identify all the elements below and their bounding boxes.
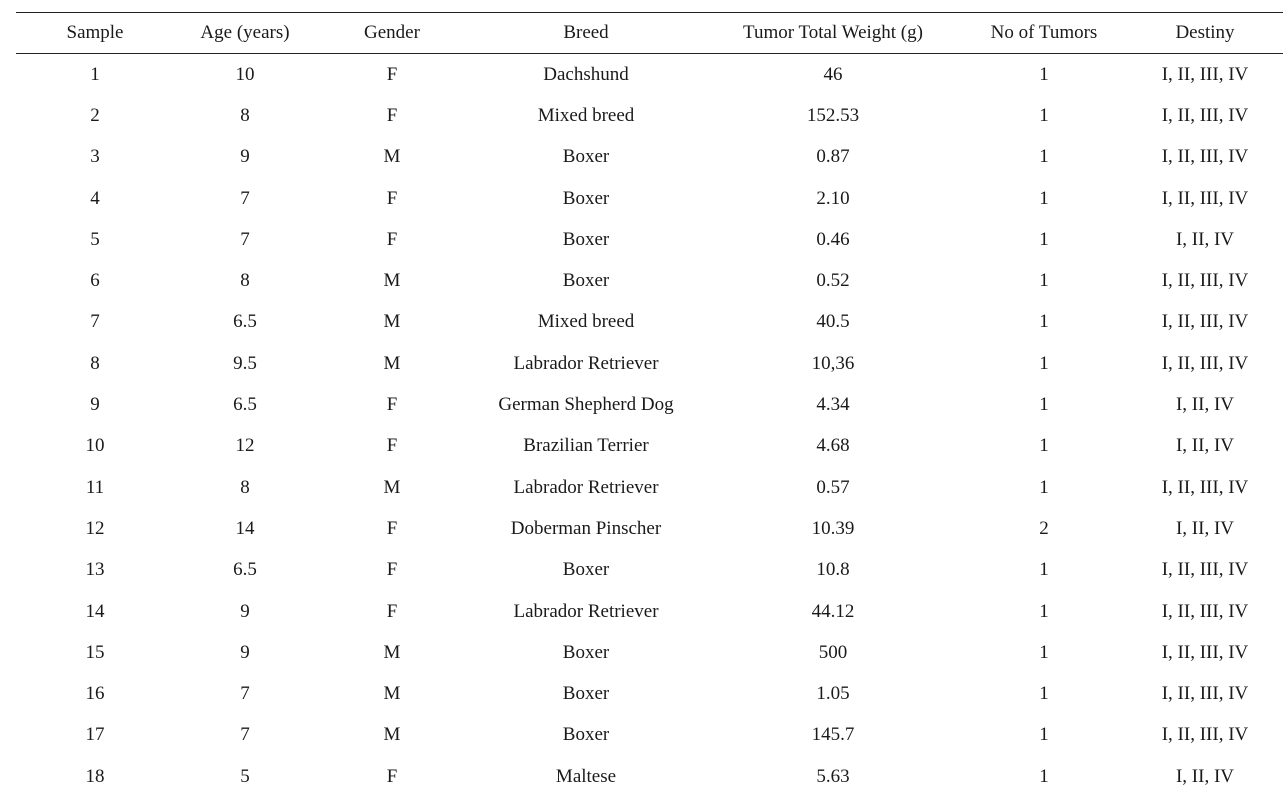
cell-gender: M	[383, 683, 401, 705]
cell-destiny: I, II, III, IV	[1161, 559, 1249, 581]
cell-destiny: I, II, IV	[1175, 435, 1235, 457]
cell-age: 7	[240, 187, 250, 209]
cell-sample: 4	[90, 187, 100, 209]
cell-gender: F	[386, 228, 398, 250]
cell-tumor-weight: 5.63	[816, 765, 850, 787]
table-row	[16, 137, 1283, 178]
cell-age: 8	[240, 104, 250, 126]
table-row	[16, 54, 1283, 96]
cell-destiny: I, II, III, IV	[1161, 724, 1249, 746]
cell-no-of-tumors: 1	[1039, 683, 1049, 705]
table-row	[16, 632, 1283, 673]
cell-breed: Boxer	[562, 270, 610, 292]
cell-destiny: I, II, IV	[1175, 228, 1235, 250]
table-row	[16, 260, 1283, 301]
table-row	[16, 550, 1283, 591]
cell-age: 9	[240, 641, 250, 663]
table-row	[16, 756, 1283, 797]
cell-destiny: I, II, IV	[1175, 394, 1235, 416]
header-tumor-weight: Tumor Total Weight (g)	[743, 22, 923, 43]
cell-sample: 2	[90, 104, 100, 126]
cell-tumor-weight: 0.87	[816, 146, 850, 168]
cell-age: 8	[240, 476, 250, 498]
table-row	[16, 591, 1283, 632]
cell-no-of-tumors: 1	[1039, 641, 1049, 663]
cell-tumor-weight: 145.7	[811, 724, 855, 746]
cell-age: 6.5	[233, 311, 257, 333]
cell-age: 9	[240, 600, 250, 622]
cell-age: 6.5	[233, 394, 257, 416]
cell-gender: M	[383, 311, 401, 333]
cell-destiny: I, II, IV	[1175, 765, 1235, 787]
cell-breed: Boxer	[562, 683, 610, 705]
cell-no-of-tumors: 1	[1039, 765, 1049, 787]
cell-no-of-tumors: 1	[1039, 724, 1049, 746]
table-row	[16, 219, 1283, 260]
cell-age: 7	[240, 228, 250, 250]
cell-breed: Boxer	[562, 187, 610, 209]
cell-sample: 1	[90, 63, 100, 85]
cell-breed: Labrador Retriever	[513, 600, 659, 622]
cell-no-of-tumors: 1	[1039, 104, 1049, 126]
cell-sample: 9	[90, 394, 100, 416]
cell-tumor-weight: 0.46	[816, 228, 850, 250]
cell-sample: 12	[85, 517, 105, 539]
table-header	[16, 13, 1283, 54]
cell-tumor-weight: 40.5	[816, 311, 850, 333]
cell-destiny: I, II, III, IV	[1161, 641, 1249, 663]
cell-age: 6.5	[233, 559, 257, 581]
cell-age: 8	[240, 270, 250, 292]
header-gender: Gender	[364, 22, 420, 43]
cell-tumor-weight: 2.10	[816, 187, 850, 209]
cell-breed: Mixed breed	[537, 104, 635, 126]
cell-breed: Boxer	[562, 228, 610, 250]
cell-breed: Labrador Retriever	[513, 352, 659, 374]
table-row	[16, 715, 1283, 756]
table-row	[16, 673, 1283, 714]
cell-breed: Boxer	[562, 146, 610, 168]
table-row	[16, 467, 1283, 508]
cell-breed: Dachshund	[543, 63, 629, 85]
cell-age: 7	[240, 724, 250, 746]
data-table-container	[16, 12, 1283, 797]
cell-gender: F	[386, 104, 398, 126]
cell-tumor-weight: 0.52	[816, 270, 850, 292]
cell-sample: 17	[85, 724, 105, 746]
cell-sample: 6	[90, 270, 100, 292]
cell-no-of-tumors: 1	[1039, 435, 1049, 457]
cell-no-of-tumors: 1	[1039, 146, 1049, 168]
cell-age: 5	[240, 765, 250, 787]
cell-age: 9.5	[233, 352, 257, 374]
cell-destiny: I, II, IV	[1175, 517, 1235, 539]
cell-no-of-tumors: 1	[1039, 228, 1049, 250]
cell-breed: Boxer	[562, 724, 610, 746]
cell-no-of-tumors: 1	[1039, 311, 1049, 333]
table-row	[16, 508, 1283, 549]
cell-no-of-tumors: 1	[1039, 559, 1049, 581]
cell-gender: F	[386, 394, 398, 416]
cell-sample: 13	[85, 559, 105, 581]
cell-age: 9	[240, 146, 250, 168]
cell-breed: Labrador Retriever	[513, 476, 659, 498]
cell-destiny: I, II, III, IV	[1161, 352, 1249, 374]
cell-sample: 16	[85, 683, 105, 705]
tumor-samples-table	[16, 12, 1283, 797]
cell-no-of-tumors: 1	[1039, 352, 1049, 374]
cell-destiny: I, II, III, IV	[1161, 683, 1249, 705]
table-row	[16, 178, 1283, 219]
cell-gender: F	[386, 559, 398, 581]
cell-age: 10	[235, 63, 255, 85]
cell-sample: 3	[90, 146, 100, 168]
table-body	[16, 54, 1283, 798]
table-row	[16, 426, 1283, 467]
header-no-of-tumors: No of Tumors	[990, 22, 1098, 43]
cell-destiny: I, II, III, IV	[1161, 600, 1249, 622]
cell-sample: 7	[90, 311, 100, 333]
cell-sample: 10	[85, 435, 105, 457]
cell-destiny: I, II, III, IV	[1161, 146, 1249, 168]
cell-sample: 18	[85, 765, 105, 787]
cell-gender: F	[386, 63, 398, 85]
cell-sample: 15	[85, 641, 105, 663]
cell-age: 14	[235, 517, 255, 539]
cell-destiny: I, II, III, IV	[1161, 187, 1249, 209]
table-row	[16, 302, 1283, 343]
cell-tumor-weight: 10.8	[816, 559, 850, 581]
cell-tumor-weight: 4.68	[816, 435, 850, 457]
cell-breed: Maltese	[555, 765, 617, 787]
cell-breed: Mixed breed	[537, 311, 635, 333]
cell-gender: M	[383, 270, 401, 292]
cell-gender: M	[383, 724, 401, 746]
cell-age: 12	[235, 435, 255, 457]
cell-tumor-weight: 1.05	[816, 683, 850, 705]
cell-sample: 8	[90, 352, 100, 374]
table-row	[16, 384, 1283, 425]
cell-tumor-weight: 10.39	[811, 517, 855, 539]
header-breed: Breed	[563, 22, 609, 43]
cell-no-of-tumors: 1	[1039, 600, 1049, 622]
cell-tumor-weight: 4.34	[816, 394, 850, 416]
cell-sample: 5	[90, 228, 100, 250]
cell-tumor-weight: 46	[823, 63, 843, 85]
cell-destiny: I, II, III, IV	[1161, 311, 1249, 333]
cell-age: 7	[240, 683, 250, 705]
cell-gender: M	[383, 352, 401, 374]
cell-tumor-weight: 10,36	[811, 352, 855, 374]
cell-tumor-weight: 0.57	[816, 476, 850, 498]
cell-gender: F	[386, 517, 398, 539]
cell-no-of-tumors: 1	[1039, 63, 1049, 85]
cell-breed: German Shepherd Dog	[498, 394, 674, 416]
cell-no-of-tumors: 1	[1039, 270, 1049, 292]
cell-gender: F	[386, 765, 398, 787]
table-row	[16, 95, 1283, 136]
cell-destiny: I, II, III, IV	[1161, 476, 1249, 498]
table-row	[16, 343, 1283, 384]
cell-no-of-tumors: 1	[1039, 476, 1049, 498]
cell-no-of-tumors: 1	[1039, 187, 1049, 209]
header-age: Age (years)	[200, 22, 290, 43]
cell-gender: M	[383, 476, 401, 498]
cell-no-of-tumors: 2	[1039, 517, 1049, 539]
cell-destiny: I, II, III, IV	[1161, 63, 1249, 85]
cell-gender: F	[386, 187, 398, 209]
cell-no-of-tumors: 1	[1039, 394, 1049, 416]
cell-breed: Brazilian Terrier	[523, 435, 649, 457]
cell-sample: 14	[85, 600, 105, 622]
cell-gender: F	[386, 435, 398, 457]
cell-gender: F	[386, 600, 398, 622]
cell-tumor-weight: 152.53	[806, 104, 860, 126]
cell-destiny: I, II, III, IV	[1161, 104, 1249, 126]
cell-destiny: I, II, III, IV	[1161, 270, 1249, 292]
header-sample: Sample	[66, 22, 124, 43]
header-row	[16, 13, 1283, 54]
cell-sample: 11	[85, 476, 105, 498]
cell-gender: M	[383, 146, 401, 168]
cell-breed: Doberman Pinscher	[510, 517, 662, 539]
cell-breed: Boxer	[562, 559, 610, 581]
cell-tumor-weight: 44.12	[811, 600, 855, 622]
cell-gender: M	[383, 641, 401, 663]
cell-breed: Boxer	[562, 641, 610, 663]
header-destiny: Destiny	[1175, 22, 1235, 43]
cell-tumor-weight: 500	[818, 641, 848, 663]
